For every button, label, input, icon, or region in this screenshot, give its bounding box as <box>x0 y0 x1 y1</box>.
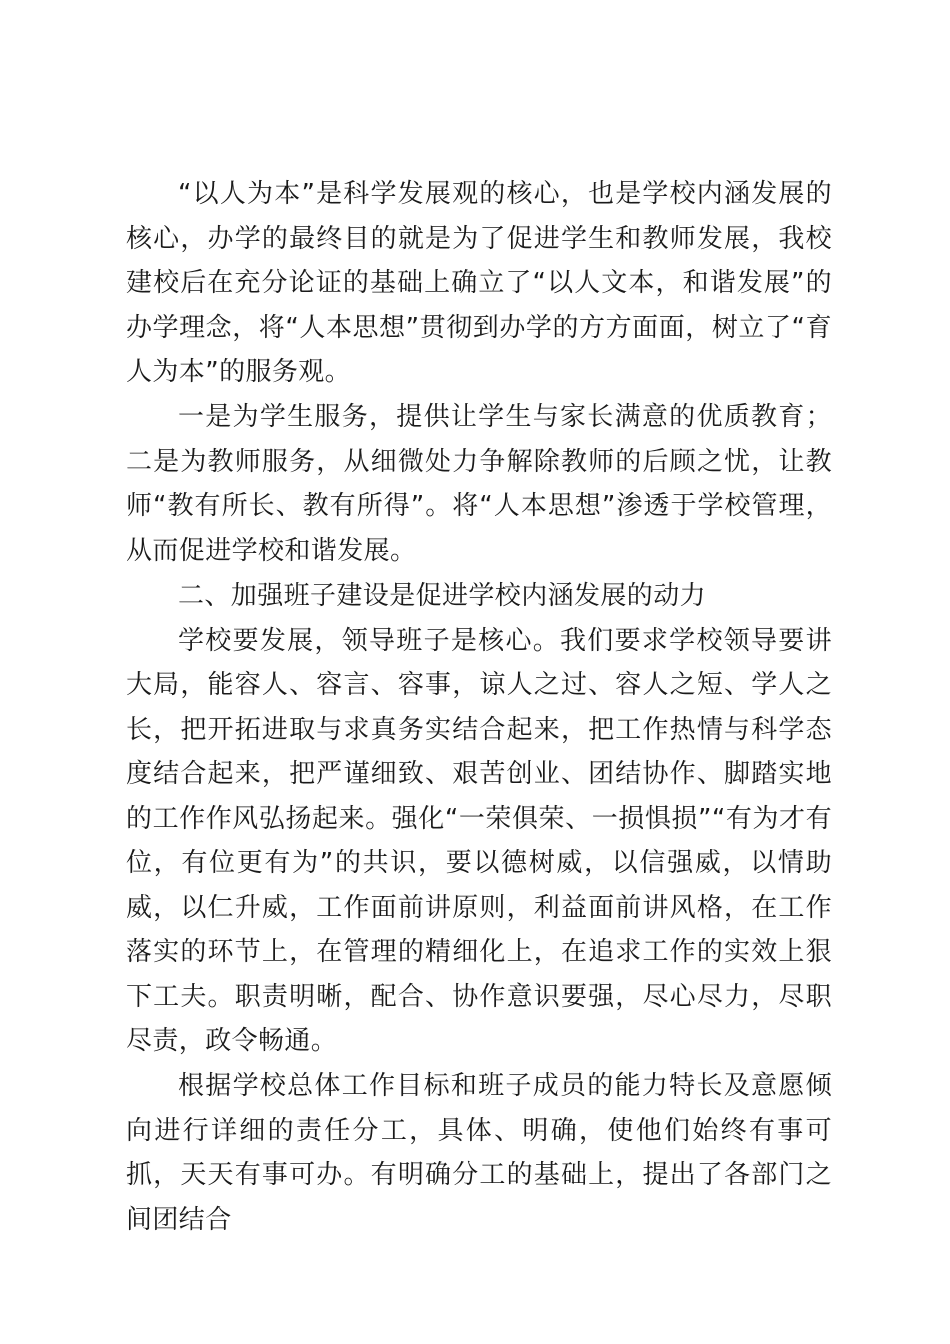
document-body <box>126 172 832 1242</box>
paragraph-people-oriented: “以人为本”是科学发展观的核心，也是学校内涵发展的核心，办学的最终目的就是为了促进学生和教师发展，我校建校后在充分论证的基础上确立了“以人文本，和谐发展”的办学理念，将“人本思想”贯彻到办学的方方面面，树立了“育人为本”的服务观。 <box>126 179 832 387</box>
paragraph-leadership: 学校要发展，领导班子是核心。我们要求学校领导要讲大局，能容人、容言、容事，谅人之过、容人之短、学人之长，把开拓进取与求真务实结合起来，把工作热情与科学态度结合起来，把严谨细致、艰苦创业、团结协作、脚踏实地的工作作风弘扬起来。强化“一荣俱荣、一损惧损”“有为才有位，有位更有为”的共识，要以德树威，以信强威，以情助威，以仁升威，工作面前讲原则，利益面前讲风格，在工作落实的环节上，在管理的精细化上，在追求工作的实效上狠下工夫。职责明晰，配合、协作意识要强，尽心尽力，尽职尽责，政令畅通。 <box>126 625 832 1056</box>
paragraph-division-of-labor: 根据学校总体工作目标和班子成员的能力特长及意愿倾向进行详细的责任分工，具体、明确，使他们始终有事可抓，天天有事可办。有明确分工的基础上，提出了各部门之间团结合 <box>126 1071 832 1235</box>
section-heading: 二、加强班子建设是促进学校内涵发展的动力 <box>178 580 707 611</box>
paragraph-service: 一是为学生服务，提供让学生与家长满意的优质教育；二是为教师服务，从细微处力争解除教师的后顾之忧，让教师“教有所长、教有所得”。将“人本思想”渗透于学校管理，从而促进学校和谐发展。 <box>126 402 832 566</box>
